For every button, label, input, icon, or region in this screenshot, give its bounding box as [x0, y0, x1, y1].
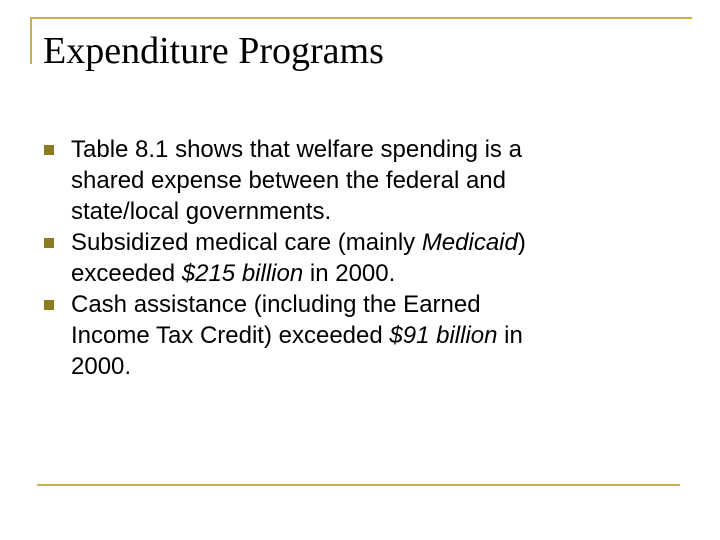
bullet-text-line	[71, 258, 684, 289]
slide-title: Expenditure Programs	[43, 30, 384, 72]
bullet-item-medical-care	[44, 227, 684, 289]
text-run: in	[497, 322, 523, 349]
bullet-text-line: shared expense between the federal and	[71, 167, 506, 194]
footer-rule	[37, 484, 680, 486]
bullet-text-line	[71, 320, 684, 351]
bullet-text-line: 2000.	[71, 353, 132, 380]
title-left-rule	[30, 17, 32, 64]
text-run: Income Tax Credit) exceeded	[71, 322, 390, 349]
square-bullet-icon	[44, 300, 54, 310]
emphasis-medicaid: Medicaid	[421, 229, 518, 256]
text-run: exceeded	[71, 260, 182, 287]
text-run: in 2000.	[303, 260, 396, 287]
emphasis-amount: $91 billion	[389, 322, 498, 349]
bullet-item-cash-assistance	[44, 289, 684, 382]
title-top-rule	[30, 17, 692, 19]
bullet-text-line: Table 8.1 shows that welfare spending is a	[71, 136, 522, 163]
bullet-text-line: Cash assistance (including the Earned	[71, 291, 481, 318]
bullet-item-welfare-spending	[44, 134, 684, 227]
text-run: Subsidized medical care (mainly	[71, 229, 422, 256]
emphasis-amount: $215 billion	[181, 260, 304, 287]
bullet-text-line	[71, 227, 684, 258]
bullet-list	[44, 134, 684, 382]
square-bullet-icon	[44, 238, 54, 248]
square-bullet-icon	[44, 145, 54, 155]
text-run: )	[517, 229, 526, 256]
bullet-text-line: state/local governments.	[71, 198, 332, 225]
